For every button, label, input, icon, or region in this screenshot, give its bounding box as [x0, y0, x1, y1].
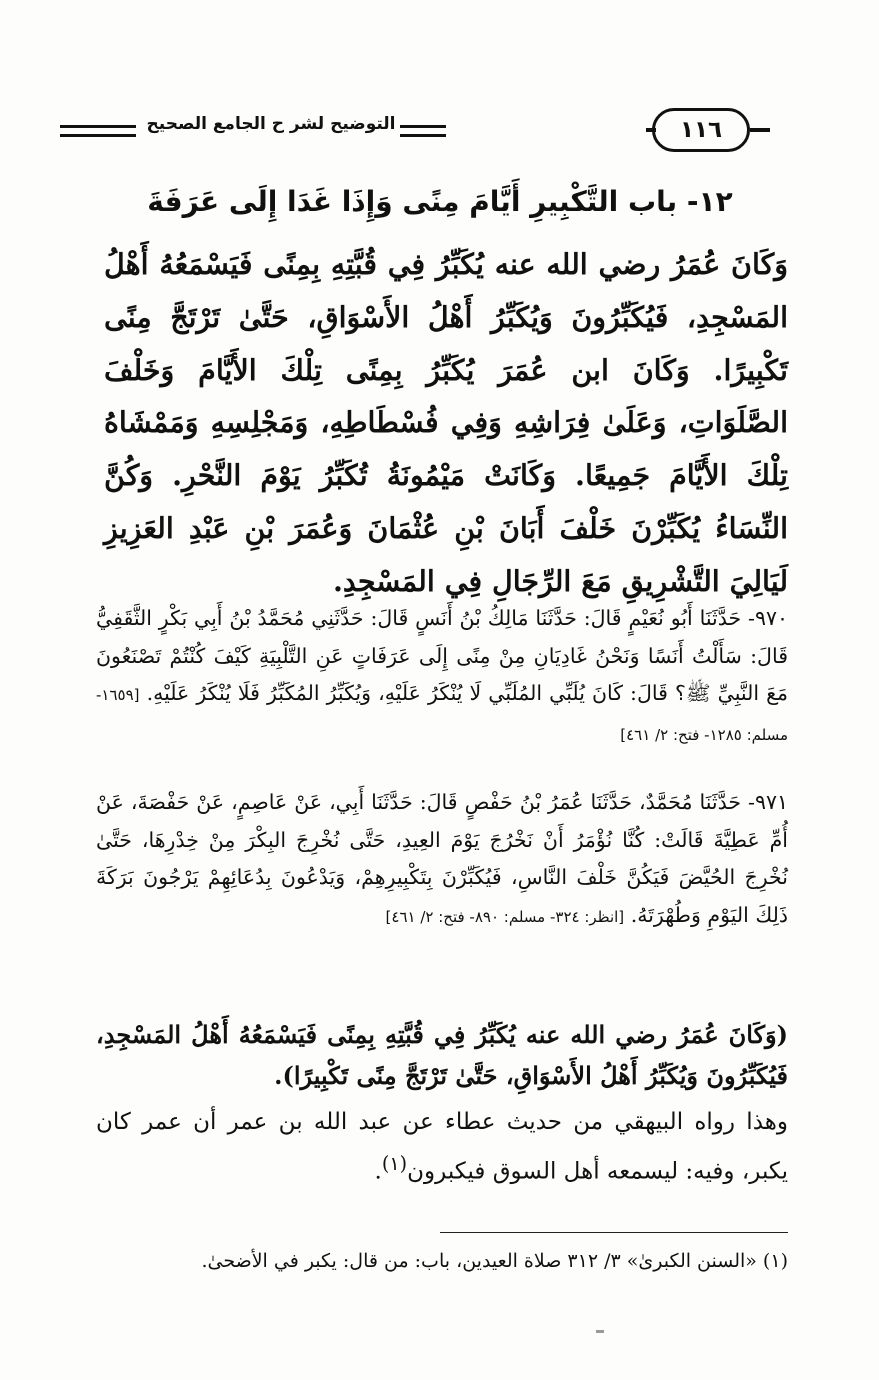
header-rule	[60, 134, 136, 137]
header-rule	[400, 125, 446, 128]
header-rule	[60, 125, 136, 128]
page-number: ١١٦	[652, 108, 750, 152]
commentary-quote: (وَكَانَ عُمَرُ رضي الله عنه يُكَبِّرُ فِي قُبَّتِهِ بِمِنًى فَيَسْمَعُهُ أَهْلُ المَسْجِدِ، فَيُكَبِّرُونَ وَيُكَبِّرُ أَهْلُ الأَسْوَاقِ، حَتَّىٰ تَرْتَجَّ مِنًى تَكْبِيرًا).	[96, 1020, 788, 1090]
commentary-text: وهذا رواه البيهقي من حديث عطاء عن عبد الله بن عمر أن عمر كان يكبر، وفيه: ليسمعه أهل السوق فيكبرون	[96, 1109, 788, 1185]
hadith-970	[96, 600, 788, 754]
commentary-end: .	[374, 1158, 382, 1185]
commentary	[96, 1014, 788, 1193]
ink-mark	[596, 1330, 604, 1333]
running-title: التوضيح لشر ح الجامع الصحيح	[146, 114, 396, 134]
commentary-paragraph	[96, 1102, 788, 1193]
hadith-text: ٩٧٠- حَدَّثَنَا أَبُو نُعَيْمٍ قَالَ: حَدَّثَنَا مَالِكُ بْنُ أَنَسٍ قَالَ: حَدَّثَنِي مُحَمَّدُ بْنُ أَبِي بَكْرٍ الثَّقَفِيُّ قَالَ: سَأَلْتُ أَنَسًا وَنَحْنُ غَادِيَانِ مِنْ مِنًى إِلَى عَرَفَاتٍ عَنِ التَّلْبِيَةِ كَيْفَ كُنْتُمْ تَصْنَعُونَ مَعَ النَّبِيِّ ﷺ؟ قَالَ: كَانَ يُلَبِّي المُلَبِّي لَا يُنْكَرُ عَلَيْهِ، وَيُكَبِّرُ المُكَبِّرُ فَلَا يُنْكَرُ عَلَيْهِ.	[96, 606, 788, 705]
hadith-text: ٩٧١- حَدَّثَنَا مُحَمَّدٌ، حَدَّثَنَا عُمَرُ بْنُ حَفْصٍ قَالَ: حَدَّثَنَا أَبِي، عَنْ عَاصِمٍ، عَنْ حَفْصَةَ، عَنْ أُمِّ عَطِيَّةَ قَالَتْ: كُنَّا نُؤْمَرُ أَنْ نَخْرُجَ يَوْمَ العِيدِ، حَتَّى نُخْرِجَ البِكْرَ مِنْ خِدْرِهَا، حَتَّىٰ نُخْرِجَ الحُيَّضَ فَيَكُنَّ خَلْفَ النَّاسِ، فَيُكَبِّرْنَ بِتَكْبِيرِهِمْ، وَيَدْعُونَ بِدُعَائِهِمْ يَرْجُونَ بَرَكَةَ ذَلِكَ اليَوْمِ وَطُهْرَتَهُ.	[96, 790, 788, 927]
hadith-971	[96, 784, 788, 936]
footnote-marker[interactable]: (١)	[381, 1152, 408, 1175]
hadith-reference: [١٦٥٩- مسلم: ١٢٨٥- فتح: ٢/ ٤٦١]	[96, 686, 788, 744]
header-rule	[750, 128, 770, 132]
header-rule	[400, 134, 446, 137]
muallaq-text: وَكَانَ عُمَرُ رضي الله عنه يُكَبِّرُ فِي قُبَّتِهِ بِمِنًى فَيَسْمَعُهُ أَهْلُ المَسْجِدِ، فَيُكَبِّرُونَ وَيُكَبِّرُ أَهْلُ الأَسْوَاقِ، حَتَّىٰ تَرْتَجَّ مِنًى تَكْبِيرًا. وَكَانَ ابن عُمَرَ يُكَبِّرُ بِمِنًى تِلْكَ الأَيَّامَ وَخَلْفَ الصَّلَوَاتِ، وَعَلَىٰ فِرَاشِهِ وَفِي فُسْطَاطِهِ، وَمَجْلِسِهِ وَمَمْشَاهُ تِلْكَ الأَيَّامَ جَمِيعًا. وَكَانَتْ مَيْمُونَةُ تُكَبِّرُ يَوْمَ النَّحْرِ. وَكُنَّ النِّسَاءُ يُكَبِّرْنَ خَلْفَ أَبَانَ بْنِ عُثْمَانَ وَعُمَرَ بْنِ عَبْدِ العَزِيزِ لَيَالِيَ التَّشْرِيقِ مَعَ الرِّجَالِ فِي المَسْجِدِ.	[104, 247, 788, 598]
footnote-divider	[440, 1232, 788, 1233]
running-header	[60, 108, 760, 160]
hadith-reference: [انظر: ٣٢٤- مسلم: ٨٩٠- فتح: ٢/ ٤٦١]	[385, 907, 625, 926]
footnote: (١) «السنن الكبرىٰ» ٣/ ٣١٢ صلاة العيدين، باب: من قال: يكبر في الأضحىٰ.	[201, 1250, 788, 1272]
chapter-heading: ١٢- باب التَّكْبِيرِ أَيَّامَ مِنًى وَإِذَا غَدَا إِلَى عَرَفَةَ	[147, 185, 733, 218]
